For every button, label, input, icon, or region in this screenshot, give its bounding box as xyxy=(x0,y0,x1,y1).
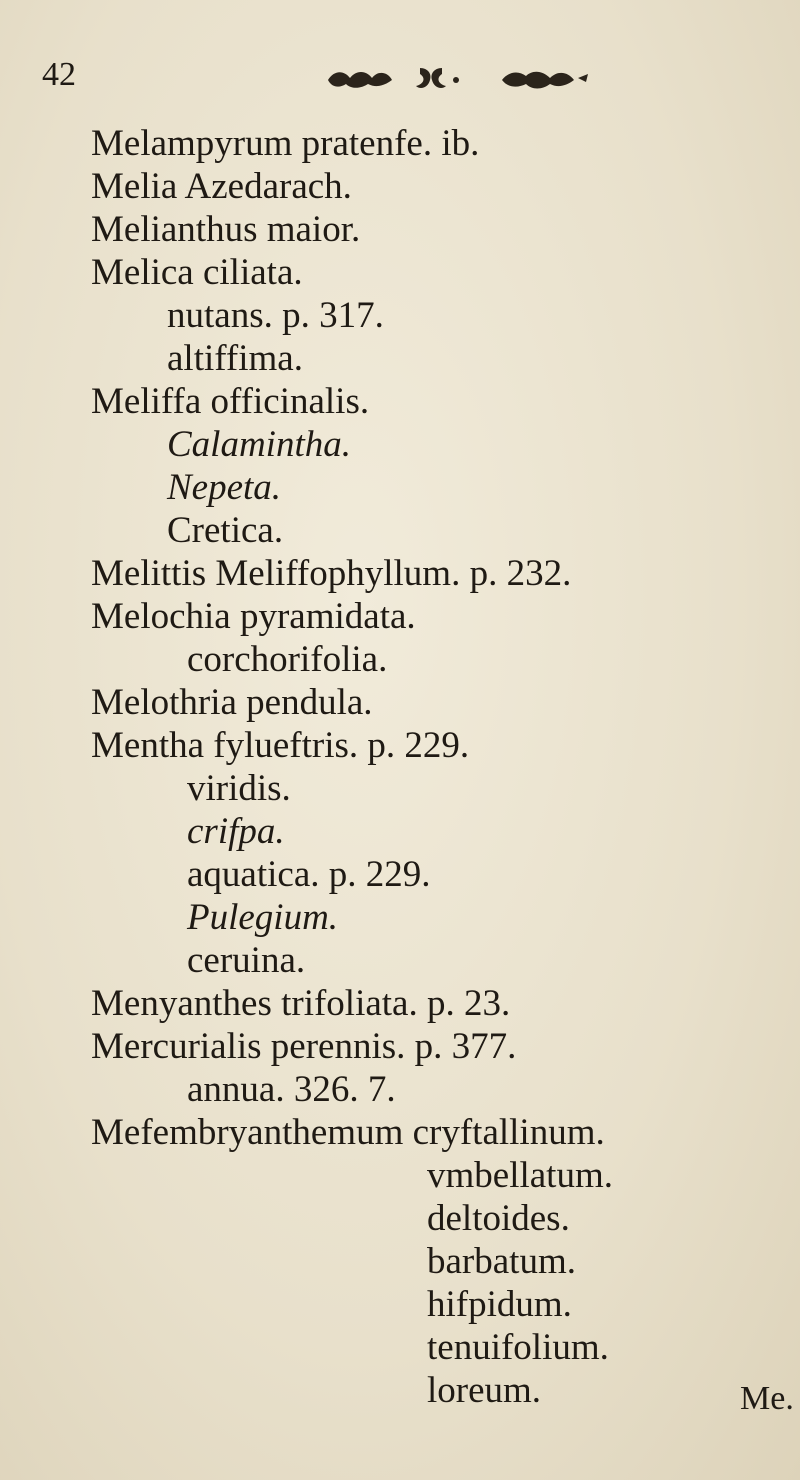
index-entry: corchorifolia. xyxy=(187,639,388,680)
index-entry: altiffima. xyxy=(167,338,303,379)
index-entry: Calamintha. xyxy=(167,424,351,465)
index-entry: Pulegium. xyxy=(187,897,339,938)
index-entry: Melittis Meliffophyllum. p. 232. xyxy=(91,553,572,594)
index-entry: Melia Azedarach. xyxy=(91,166,352,207)
index-entry: crifpa. xyxy=(187,811,285,852)
index-entry: hifpidum. xyxy=(427,1284,572,1325)
index-entry: aquatica. p. 229. xyxy=(187,854,431,895)
index-entry: Melothria pendula. xyxy=(91,682,373,723)
index-entry: Melampyrum pratenfe. ib. xyxy=(91,123,480,164)
index-entry: vmbellatum. xyxy=(427,1155,613,1196)
index-entry: tenuifolium. xyxy=(427,1327,609,1368)
index-entry: Mercurialis perennis. p. 377. xyxy=(91,1026,517,1067)
index-entry: nutans. p. 317. xyxy=(167,295,384,336)
index-entry: deltoides. xyxy=(427,1198,570,1239)
index-entry: Mefembryanthemum cryftallinum. xyxy=(91,1112,605,1153)
index-entry: Nepeta. xyxy=(167,467,282,508)
page-number: 42 xyxy=(42,56,76,93)
index-entry: Melochia pyramidata. xyxy=(91,596,416,637)
index-entry: Mentha fylueftris. p. 229. xyxy=(91,725,470,766)
index-entry: Melica ciliata. xyxy=(91,252,303,293)
header-ornament-icon xyxy=(270,60,630,96)
index-entry: Cretica. xyxy=(167,510,284,551)
index-entry: Meliffa officinalis. xyxy=(91,381,370,422)
index-entry: barbatum. xyxy=(427,1241,576,1282)
index-entry: loreum. xyxy=(427,1370,542,1411)
index-entry: Melianthus maior. xyxy=(91,209,361,250)
index-entry: ceruina. xyxy=(187,940,306,981)
catchword: Me. xyxy=(740,1380,794,1417)
index-entry: Menyanthes trifoliata. p. 23. xyxy=(91,983,511,1024)
index-entry: annua. 326. 7. xyxy=(187,1069,396,1110)
index-entry: viridis. xyxy=(187,768,291,809)
